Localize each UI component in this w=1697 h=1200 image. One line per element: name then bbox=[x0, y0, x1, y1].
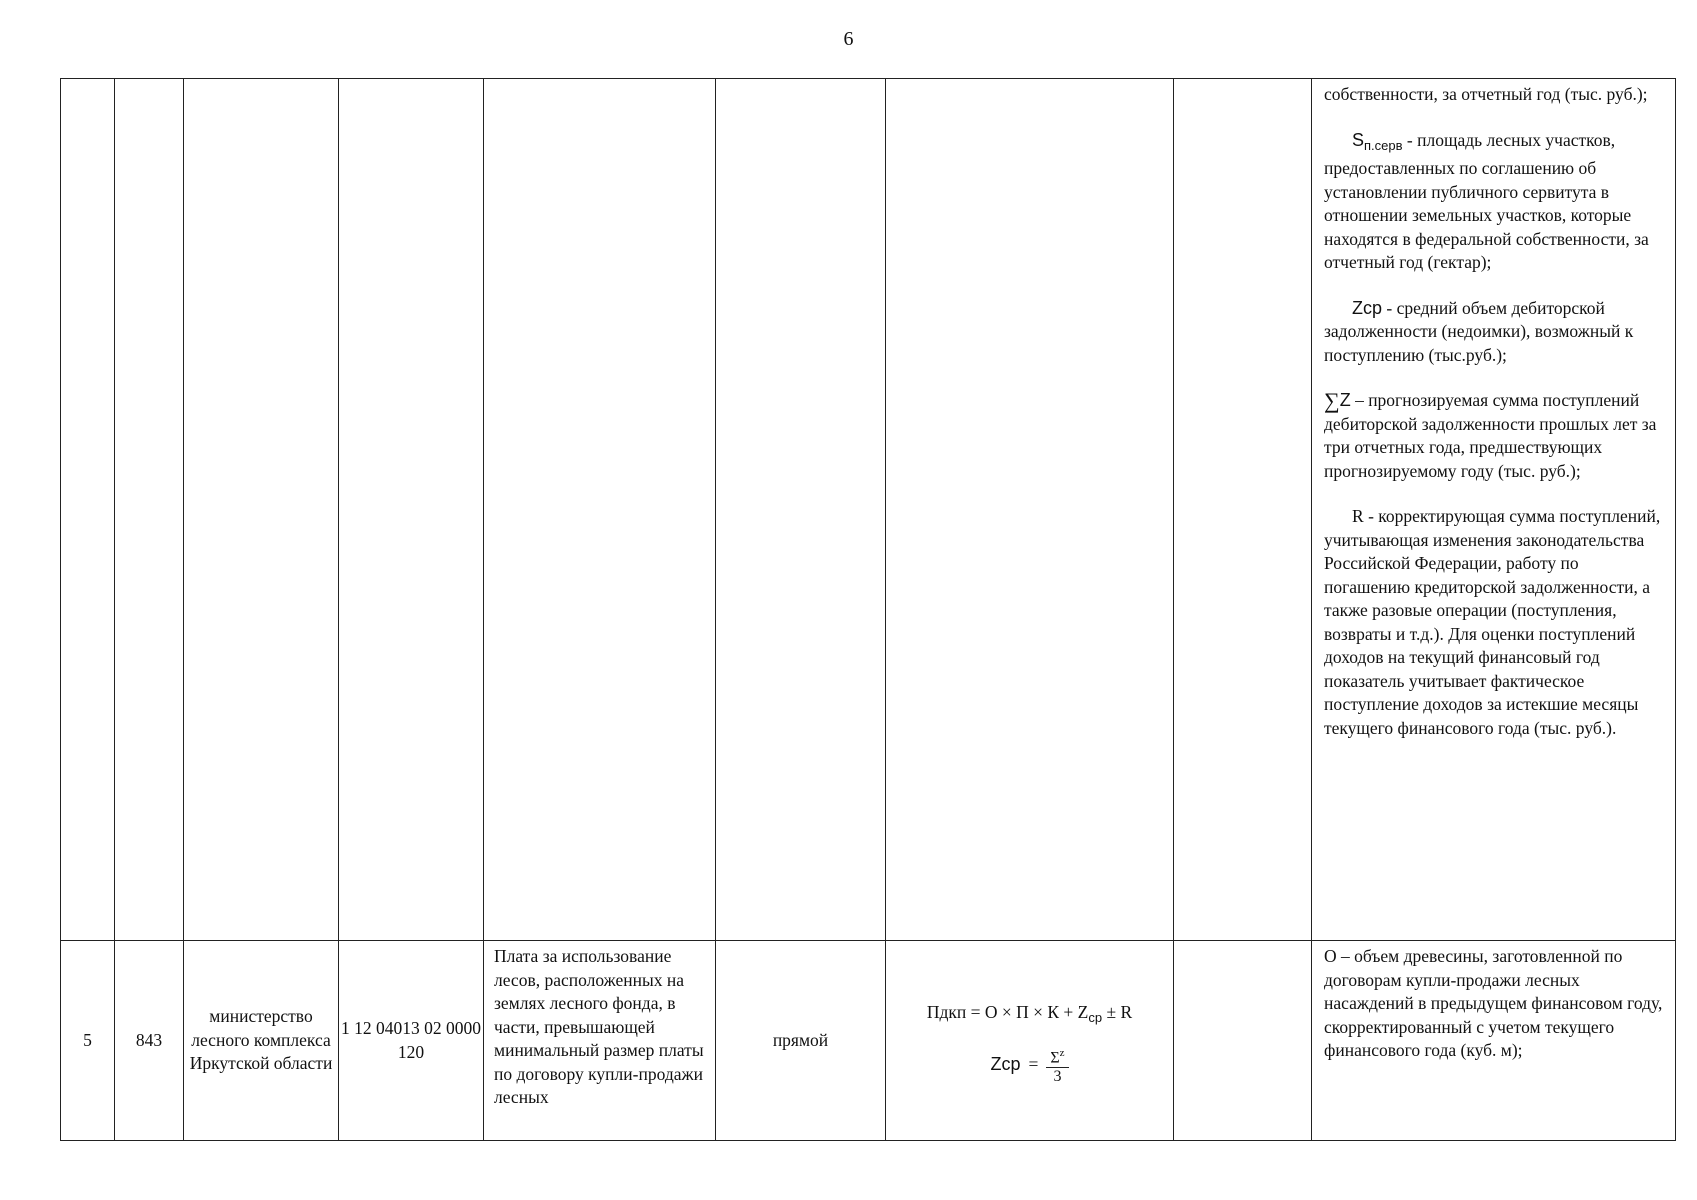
cell-code bbox=[115, 79, 184, 941]
description-paragraph: ∑Z – прогнозируемая сумма поступлений дебиторской задолженности прошлых лет за три отчетных года, предшествующих прогнозируемому году (тыс. руб.); bbox=[1324, 388, 1657, 481]
cell-description: О – объем древесины, заготовленной по договорам купли-продажи лесных насаждений в предыдущем финансовом году, скорректированный с учетом текущего финансового года (куб. м); bbox=[1312, 941, 1676, 1141]
formula-main: Пдкп = $О \times П \times К + Z_{ср} \pm R$ bbox=[926, 1002, 1133, 1026]
symbol: S bbox=[1352, 129, 1365, 150]
table-row-continuation bbox=[61, 79, 1676, 941]
cell-administrator bbox=[184, 79, 339, 941]
description-paragraph: R - корректирующая сумма поступлений, учитывающая изменения законодательства Российской Федерации, работу по погашению кредиторской задолженности, а также разовые операции (поступления, возвраты и т.д.). Для оценки поступлений доходов на текущий финансовый год показатель учитывает фактическое поступление доходов за истекшие месяцы текущего финансового года (тыс. руб.). bbox=[1324, 506, 1661, 738]
cell-empty bbox=[1174, 941, 1312, 1141]
symbol: R bbox=[1352, 506, 1364, 526]
cell-kbk: 1 12 04013 02 0000 120 bbox=[339, 941, 484, 1141]
cell-formula bbox=[886, 79, 1174, 941]
description-paragraph: Zср - средний объем дебиторской задолженности (недоимки), возможный к поступлению (тыс.руб.); bbox=[1324, 297, 1634, 365]
cell-num: 5 bbox=[61, 941, 115, 1141]
description-paragraph: $S_{п.серв}$ - площадь лесных участков, предоставленных по соглашению об установлении публичного сервитута в отношении земельных участков, которые находятся в федеральной собственности, за отчетный год (гектар); bbox=[1324, 129, 1649, 272]
formula-zcp: Zср = $\frac{\Sigma^z}{3}$ bbox=[990, 1044, 1068, 1086]
cell-empty bbox=[1174, 79, 1312, 941]
cell-administrator: министерство лесного комплекса Иркутской области bbox=[184, 941, 339, 1141]
methodology-table bbox=[60, 78, 1676, 1141]
cell-kbk bbox=[339, 79, 484, 941]
table-row-5 bbox=[61, 941, 1676, 1141]
cell-formula bbox=[886, 941, 1174, 1141]
cell-method bbox=[716, 79, 886, 941]
cell-description bbox=[1312, 79, 1676, 941]
cell-method: прямой bbox=[716, 941, 886, 1141]
symbol: Zср bbox=[1352, 297, 1383, 318]
page-number: 6 bbox=[843, 28, 854, 50]
sum-symbol: ∑ bbox=[1324, 388, 1340, 413]
cell-code: 843 bbox=[115, 941, 184, 1141]
cell-revenue-name: Плата за использование лесов, расположенных на землях лесного фонда, в части, превышающей минимальный размер платы по договору купли-продажи лесных bbox=[484, 941, 716, 1141]
cell-num bbox=[61, 79, 115, 941]
description-paragraph: собственности, за отчетный год (тыс. руб.); bbox=[1324, 84, 1648, 104]
symbol: Z bbox=[1339, 390, 1351, 410]
symbol-subscript: п.серв bbox=[1364, 137, 1403, 153]
fraction: $\frac{\Sigma^z}{3}$ bbox=[1046, 1044, 1068, 1086]
cell-revenue-name bbox=[484, 79, 716, 941]
